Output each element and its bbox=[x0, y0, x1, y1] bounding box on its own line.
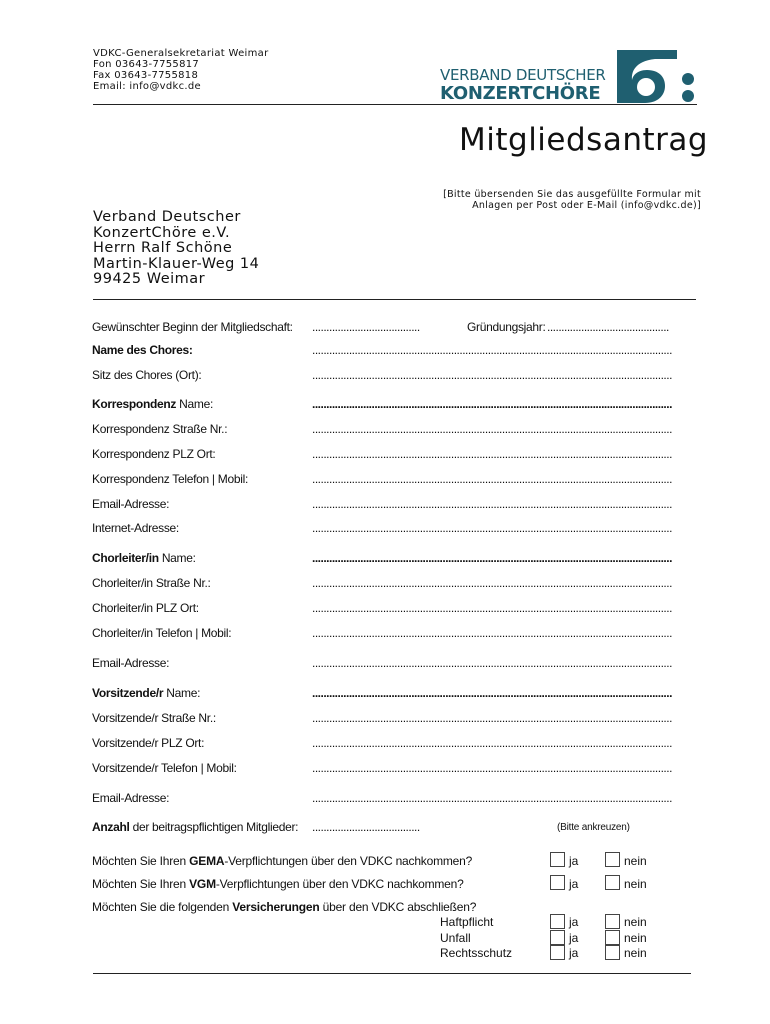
founding-year-field[interactable]: ........................................... bbox=[547, 320, 669, 334]
gema-yes-label: ja bbox=[569, 854, 579, 868]
chair-email-field[interactable]: ............................................................................................................................... bbox=[312, 791, 672, 805]
correspondence-email-field[interactable]: ............................................................................................................................... bbox=[312, 497, 672, 511]
vgm-yes-label: ja bbox=[569, 877, 579, 891]
contact-line: Fax 03643-7755818 bbox=[93, 70, 199, 81]
conductor-name-field[interactable]: ............................................................................................................................... bbox=[312, 551, 672, 565]
address-line: Verband Deutscher bbox=[93, 209, 241, 225]
correspondence-phone-field[interactable]: ............................................................................................................................... bbox=[312, 472, 672, 486]
insurance-legal-label: Rechtsschutz bbox=[440, 946, 513, 960]
conductor-zip-label: Chorleiter/in PLZ Ort: bbox=[92, 601, 199, 615]
conductor-phone-field[interactable]: ............................................................................................................................... bbox=[312, 626, 672, 640]
footer-divider bbox=[93, 973, 691, 974]
conductor-email-field[interactable]: ............................................................................................................................... bbox=[312, 656, 672, 670]
choir-name-field[interactable]: ............................................................................................................................... bbox=[312, 343, 672, 357]
choir-location-label: Sitz des Chores (Ort): bbox=[92, 368, 202, 382]
insurance-question: Möchten Sie die folgenden Versicherungen über den VDKC abschließen? bbox=[92, 900, 477, 914]
note-line: Anlagen per Post oder E-Mail (info@vdkc.de)] bbox=[472, 200, 701, 211]
correspondence-name-label: Korrespondenz Name: bbox=[92, 397, 213, 411]
vgm-yes-checkbox[interactable] bbox=[550, 875, 565, 890]
contact-line: Email: info@vdkc.de bbox=[93, 81, 201, 92]
website-field[interactable]: ............................................................................................................................... bbox=[312, 521, 672, 535]
liability-yes-label: ja bbox=[569, 915, 579, 929]
gema-question: Möchten Sie Ihren GEMA-Verpflichtungen über den VDKC nachkommen? bbox=[92, 854, 473, 868]
gema-no-checkbox[interactable] bbox=[605, 852, 620, 867]
correspondence-email-label: Email-Adresse: bbox=[92, 497, 170, 511]
accident-no-checkbox[interactable] bbox=[605, 930, 620, 945]
website-label: Internet-Adresse: bbox=[92, 521, 179, 535]
accident-yes-checkbox[interactable] bbox=[550, 930, 565, 945]
recipient-address bbox=[93, 210, 259, 288]
address-line: 99425 Weimar bbox=[93, 271, 206, 287]
conductor-email-label: Email-Adresse: bbox=[92, 656, 170, 670]
choir-location-field[interactable]: ............................................................................................................................... bbox=[312, 368, 672, 382]
address-line: KonzertChöre e.V. bbox=[93, 224, 231, 241]
chair-phone-field[interactable]: ............................................................................................................................... bbox=[312, 761, 672, 775]
chair-street-field[interactable]: ............................................................................................................................... bbox=[312, 711, 672, 725]
gema-yes-checkbox[interactable] bbox=[550, 852, 565, 867]
conductor-street-label: Chorleiter/in Straße Nr.: bbox=[92, 576, 211, 590]
submission-note bbox=[420, 189, 701, 211]
checkbox-hint: (Bitte ankreuzen) bbox=[557, 822, 630, 833]
gema-no-label: nein bbox=[624, 854, 647, 868]
vgm-question: Möchten Sie Ihren VGM-Verpflichtungen über den VDKC nachkommen? bbox=[92, 877, 464, 891]
choir-name-label: Name des Chores: bbox=[92, 343, 193, 357]
correspondence-name-field[interactable]: ............................................................................................................................... bbox=[312, 397, 672, 411]
insurance-liability-label: Haftpflicht bbox=[440, 915, 494, 929]
logo-text-line1: VERBAND DEUTSCHER bbox=[440, 66, 606, 84]
legal-no-checkbox[interactable] bbox=[605, 945, 620, 960]
chair-name-field[interactable]: ............................................................................................................................... bbox=[312, 686, 672, 700]
vgm-no-checkbox[interactable] bbox=[605, 875, 620, 890]
correspondence-street-field[interactable]: ............................................................................................................................... bbox=[312, 422, 672, 436]
correspondence-zip-field[interactable]: ............................................................................................................................... bbox=[312, 447, 672, 461]
liability-no-label: nein bbox=[624, 915, 647, 929]
legal-no-label: nein bbox=[624, 946, 647, 960]
address-line: Herrn Ralf Schöne bbox=[93, 240, 233, 256]
accident-yes-label: ja bbox=[569, 931, 579, 945]
page-title: Mitgliedsantrag bbox=[459, 122, 709, 158]
chair-zip-field[interactable]: ............................................................................................................................... bbox=[312, 736, 672, 750]
liability-yes-checkbox[interactable] bbox=[550, 914, 565, 929]
vgm-no-label: nein bbox=[624, 877, 647, 891]
liability-no-checkbox[interactable] bbox=[605, 914, 620, 929]
chair-street-label: Vorsitzende/r Straße Nr.: bbox=[92, 711, 216, 725]
member-count-label: Anzahl der beitragspflichtigen Mitglieder: bbox=[92, 820, 299, 834]
conductor-zip-field[interactable]: ............................................................................................................................... bbox=[312, 601, 672, 615]
address-line: Martin-Klauer-Weg 14 bbox=[93, 255, 260, 272]
contact-line: Fon 03643-7755817 bbox=[93, 59, 200, 70]
member-count-field[interactable]: ...................................... bbox=[312, 820, 420, 834]
correspondence-street-label: Korrespondenz Straße Nr.: bbox=[92, 422, 228, 436]
vdkc-logo-icon bbox=[615, 50, 697, 104]
insurance-accident-label: Unfall bbox=[440, 931, 471, 945]
correspondence-zip-label: Korrespondenz PLZ Ort: bbox=[92, 447, 216, 461]
membership-start-field[interactable]: ...................................... bbox=[312, 320, 420, 334]
conductor-street-field[interactable]: ............................................................................................................................... bbox=[312, 576, 672, 590]
header-divider bbox=[93, 104, 697, 105]
founding-year-label: Gründungsjahr: bbox=[467, 320, 546, 334]
membership-start-label: Gewünschter Beginn der Mitgliedschaft: bbox=[92, 320, 293, 334]
accident-no-label: nein bbox=[624, 931, 647, 945]
legal-yes-checkbox[interactable] bbox=[550, 945, 565, 960]
chair-email-label: Email-Adresse: bbox=[92, 791, 170, 805]
logo-text-line2: KONZERTCHÖRE bbox=[440, 83, 601, 104]
conductor-name-label: Chorleiter/in Name: bbox=[92, 551, 196, 565]
contact-info bbox=[93, 48, 269, 92]
conductor-phone-label: Chorleiter/in Telefon | Mobil: bbox=[92, 626, 232, 640]
legal-yes-label: ja bbox=[569, 946, 579, 960]
chair-name-label: Vorsitzende/r Name: bbox=[92, 686, 201, 700]
correspondence-phone-label: Korrespondenz Telefon | Mobil: bbox=[92, 472, 248, 486]
chair-phone-label: Vorsitzende/r Telefon | Mobil: bbox=[92, 761, 237, 775]
chair-zip-label: Vorsitzende/r PLZ Ort: bbox=[92, 736, 205, 750]
address-divider bbox=[93, 299, 696, 300]
note-line: [Bitte übersenden Sie das ausgefüllte Formular mit bbox=[443, 189, 701, 200]
contact-line: VDKC-Generalsekretariat Weimar bbox=[93, 48, 269, 59]
